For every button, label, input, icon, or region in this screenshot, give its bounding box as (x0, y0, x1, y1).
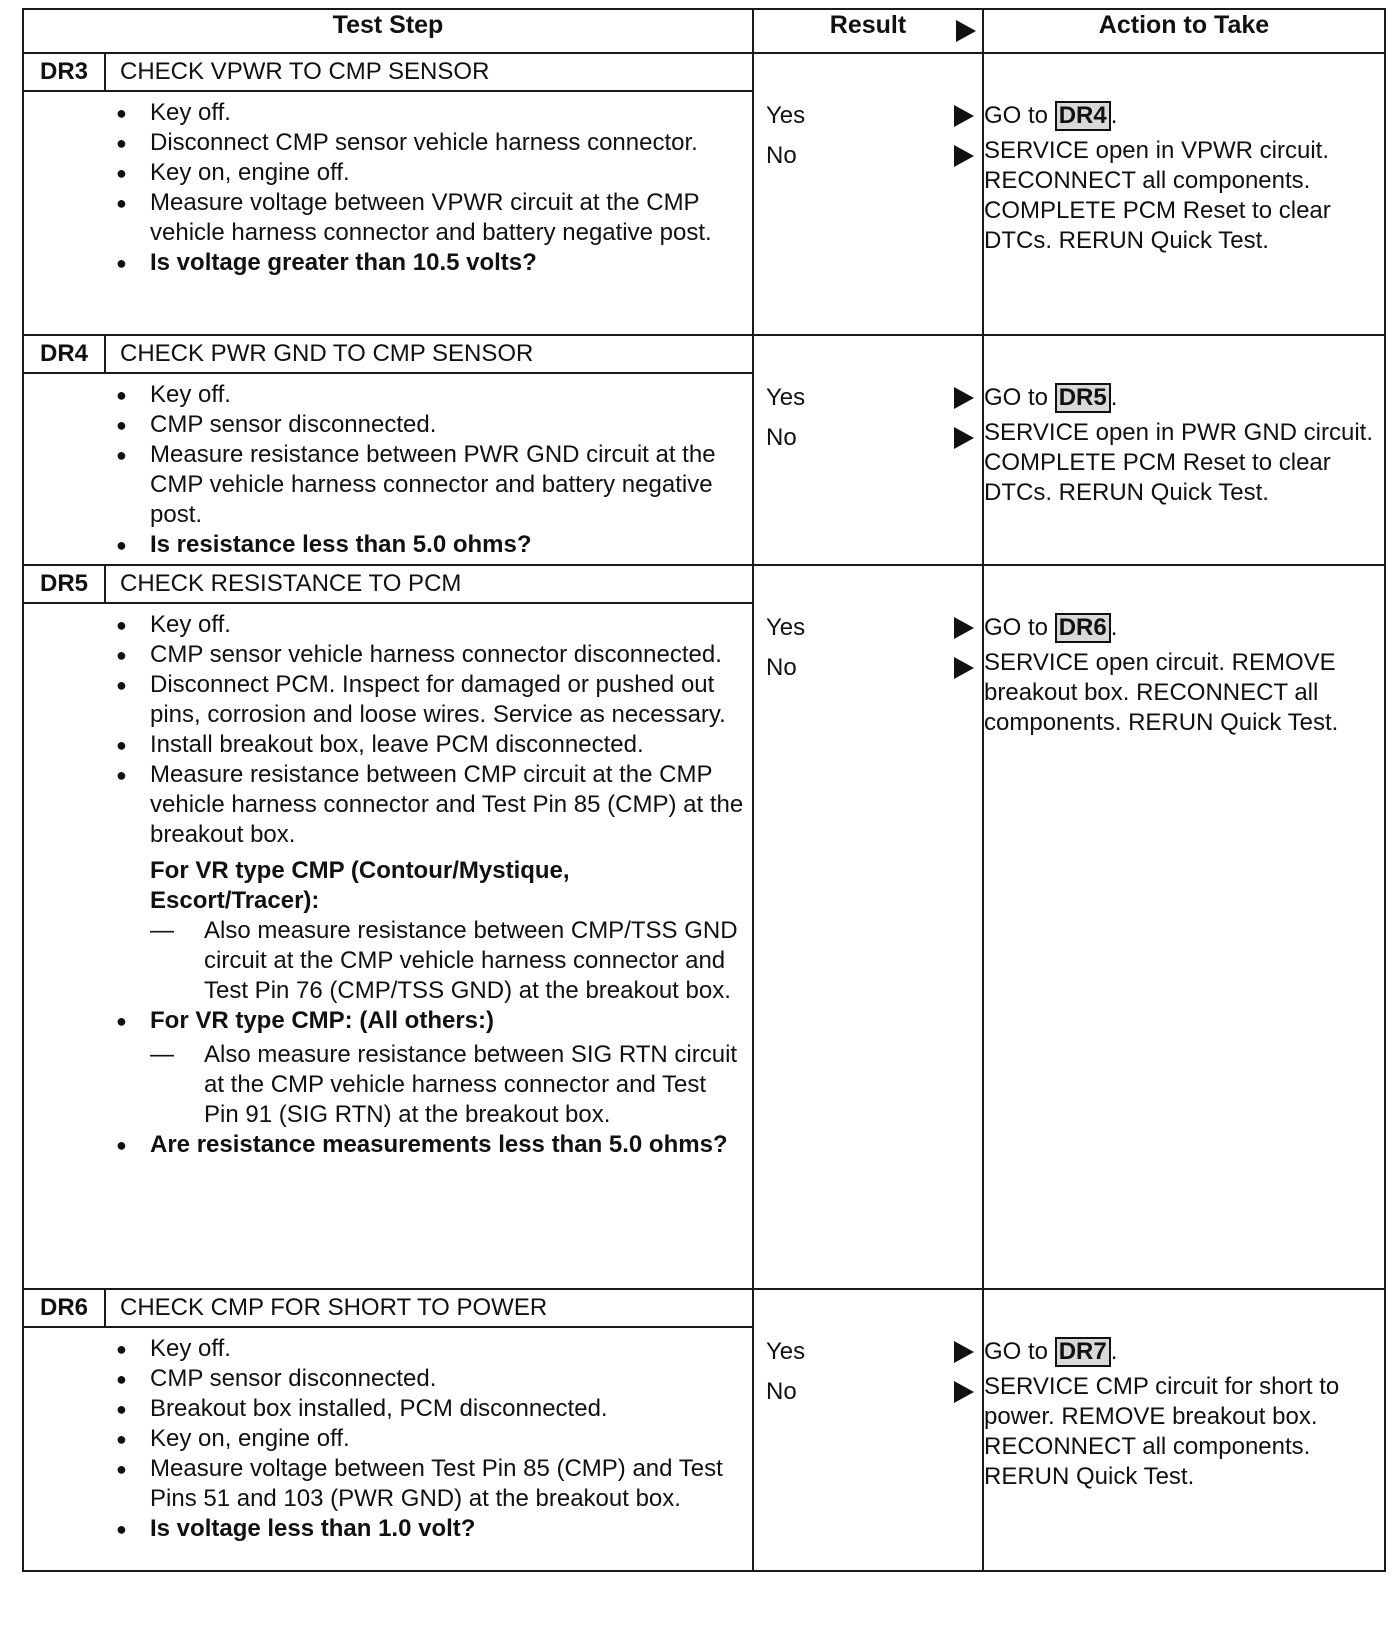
sub-heading: ● For VR type CMP: (All others:) (114, 1006, 744, 1036)
go-prefix: GO to (984, 1338, 1049, 1365)
step-question: ● Is voltage greater than 10.5 volts? (114, 248, 744, 278)
no-action: SERVICE open in VPWR circuit. RECONNECT all components. COMPLETE PCM Reset to clear DTCs. RERUN Quick Test. (984, 137, 1331, 254)
no-label: No (766, 424, 797, 451)
test-step-sheet (22, 8, 1384, 1644)
step-question: ● Is voltage less than 1.0 volt? (114, 1514, 744, 1544)
step-header (24, 566, 752, 604)
list-item: ● Breakout box installed, PCM disconnected. (114, 1394, 744, 1424)
list-item: ● CMP sensor disconnected. (114, 1364, 744, 1394)
go-prefix: GO to (984, 614, 1049, 641)
list-item: ● Key on, engine off. (114, 158, 744, 188)
step-bullets (24, 1130, 752, 1164)
step-ref-link[interactable]: DR6 (1055, 613, 1111, 643)
arrow-right-icon (954, 617, 974, 639)
step-row-dr6 (23, 1289, 1385, 1571)
step-bullets (24, 92, 752, 282)
go-to-action: GO to DR7 . (984, 1338, 1118, 1365)
step-header (24, 54, 752, 92)
step-title: CHECK RESISTANCE TO PCM (120, 570, 462, 597)
step-bullets (24, 604, 752, 854)
result-no (754, 1372, 982, 1412)
step-row-dr5 (23, 565, 1385, 1289)
step-row-dr3 (23, 53, 1385, 335)
step-id: DR3 (24, 54, 106, 90)
step-id: DR5 (24, 566, 106, 602)
no-label: No (766, 1378, 797, 1405)
no-label: No (766, 654, 797, 681)
list-item: ● Measure voltage between Test Pin 85 (CMP) and Test Pins 51 and 103 (PWR GND) at the breakout box. (114, 1454, 744, 1514)
sub-section (24, 1040, 752, 1130)
action-cell (983, 335, 1385, 565)
header-result-label: Result (829, 11, 907, 39)
result-cell (753, 1289, 983, 1571)
step-ref-link[interactable]: DR7 (1055, 1337, 1111, 1367)
action-cell (983, 1289, 1385, 1571)
arrow-right-icon (954, 387, 974, 409)
step-header (24, 336, 752, 374)
step-cell (23, 565, 753, 1289)
header-result (753, 9, 983, 53)
action-cell (983, 53, 1385, 335)
header-test-step: Test Step (23, 9, 753, 53)
sub-section (24, 856, 752, 1006)
list-item: ● Install breakout box, leave PCM disconnected. (114, 730, 744, 760)
header-row (23, 9, 1385, 53)
arrow-right-icon (954, 427, 974, 449)
arrow-right-icon (956, 20, 976, 42)
result-yes (754, 608, 982, 648)
step-id: DR4 (24, 336, 106, 372)
step-row-dr4 (23, 335, 1385, 565)
arrow-right-icon (954, 1381, 974, 1403)
yes-label: Yes (766, 102, 806, 129)
step-bullets (24, 374, 752, 564)
no-label: No (766, 142, 797, 169)
list-item: ● Key off. (114, 380, 744, 410)
arrow-right-icon (954, 657, 974, 679)
no-action: SERVICE open in PWR GND circuit. COMPLETE PCM Reset to clear DTCs. RERUN Quick Test. (984, 419, 1374, 506)
step-question: ● Is resistance less than 5.0 ohms? (114, 530, 744, 560)
result-no (754, 418, 982, 458)
result-no (754, 136, 982, 176)
list-item: ● Disconnect PCM. Inspect for damaged or pushed out pins, corrosion and loose wires. Service as necessary. (114, 670, 744, 730)
list-item: ● Key off. (114, 98, 744, 128)
step-bullets (24, 1006, 752, 1040)
diagnostic-table (22, 8, 1386, 1572)
dash-item: — Also measure resistance between CMP/TSS GND circuit at the CMP vehicle harness connector and Test Pin 76 (CMP/TSS GND) at the breakout box. (114, 916, 744, 1006)
result-yes (754, 96, 982, 136)
list-item: ● Key off. (114, 1334, 744, 1364)
go-to-action: GO to DR6 . (984, 614, 1118, 641)
result-yes (754, 1332, 982, 1372)
step-title: CHECK PWR GND TO CMP SENSOR (120, 340, 534, 367)
step-bullets (24, 1328, 752, 1548)
arrow-right-icon (954, 145, 974, 167)
result-yes (754, 378, 982, 418)
list-item: ● CMP sensor vehicle harness connector disconnected. (114, 640, 744, 670)
arrow-right-icon (954, 1341, 974, 1363)
yes-label: Yes (766, 1338, 806, 1365)
step-question: ● Are resistance measurements less than 5.0 ohms? (114, 1130, 744, 1160)
step-id: DR6 (24, 1290, 106, 1326)
list-item: ● Measure resistance between CMP circuit at the CMP vehicle harness connector and Test Pin 85 (CMP) at the breakout box. (114, 760, 744, 850)
step-ref-link[interactable]: DR4 (1055, 101, 1111, 131)
list-item: ● Measure voltage between VPWR circuit at the CMP vehicle harness connector and battery negative post. (114, 188, 744, 248)
result-cell (753, 335, 983, 565)
go-prefix: GO to (984, 102, 1049, 129)
go-to-action: GO to DR4 . (984, 102, 1118, 129)
sub-heading: For VR type CMP (Contour/Mystique, Escort/Tracer): (150, 857, 570, 914)
step-header (24, 1290, 752, 1328)
dash-item: — Also measure resistance between SIG RTN circuit at the CMP vehicle harness connector and Test Pin 91 (SIG RTN) at the breakout box. (114, 1040, 744, 1130)
list-item: ● CMP sensor disconnected. (114, 410, 744, 440)
step-ref-link[interactable]: DR5 (1055, 383, 1111, 413)
list-item: ● Measure resistance between PWR GND circuit at the CMP vehicle harness connector and battery negative post. (114, 440, 744, 530)
yes-label: Yes (766, 384, 806, 411)
result-no (754, 648, 982, 688)
step-cell (23, 335, 753, 565)
yes-label: Yes (766, 614, 806, 641)
result-cell (753, 53, 983, 335)
action-cell (983, 565, 1385, 1289)
step-title: CHECK VPWR TO CMP SENSOR (120, 58, 490, 85)
step-title: CHECK CMP FOR SHORT TO POWER (120, 1294, 548, 1321)
step-cell (23, 53, 753, 335)
no-action: SERVICE open circuit. REMOVE breakout box. RECONNECT all components. RERUN Quick Test. (984, 649, 1339, 736)
result-cell (753, 565, 983, 1289)
step-cell (23, 1289, 753, 1571)
arrow-right-icon (954, 105, 974, 127)
list-item: ● Disconnect CMP sensor vehicle harness connector. (114, 128, 744, 158)
no-action: SERVICE CMP circuit for short to power. REMOVE breakout box. RECONNECT all components. RERUN Quick Test. (984, 1373, 1340, 1490)
go-to-action: GO to DR5 . (984, 384, 1118, 411)
go-prefix: GO to (984, 384, 1049, 411)
header-action: Action to Take (983, 9, 1385, 53)
list-item: ● Key on, engine off. (114, 1424, 744, 1454)
list-item: ● Key off. (114, 610, 744, 640)
